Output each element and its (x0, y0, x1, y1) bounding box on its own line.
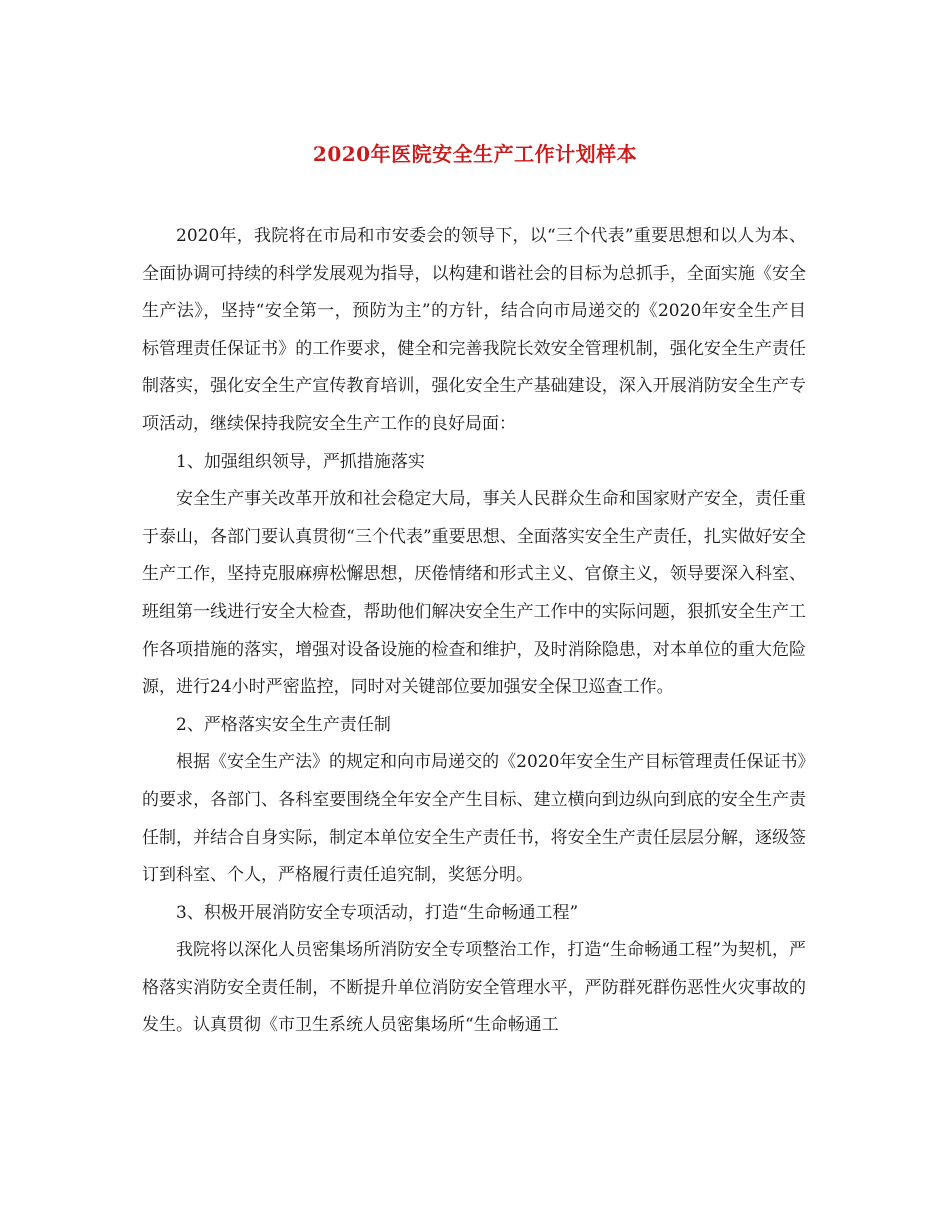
section-heading-2: 2、严格落实安全生产责任制 (176, 714, 391, 735)
document-body (142, 218, 806, 1045)
intro-paragraph: 2020年，我院将在市局和市安委会的领导下，以“三个代表”重要思想和以人为本、全面协调可持续的科学发展观为指导，以构建和谐社会的目标为总抓手，全面实施《安全生产法》，坚持“安全第一，预防为主”的方针，结合向市局递交的《2020年安全生产目标管理责任保证书》的工作要求，健全和完善我院长效安全管理机制，强化安全生产责任制落实，强化安全生产宣传教育培训，强化安全生产基础建设，深入开展消防安全生产专项活动，继续保持我院安全生产工作的良好局面： (142, 226, 806, 434)
section-heading-3: 3、积极开展消防安全专项活动，打造“生命畅通工程” (176, 902, 579, 923)
section-heading-1: 1、加强组织领导，严抓措施落实 (176, 451, 425, 472)
document-title: 2020年医院安全生产工作计划样本 (312, 142, 638, 166)
section-1-paragraph: 安全生产事关改革开放和社会稳定大局，事关人民群众生命和国家财产安全，责任重于泰山，各部门要认真贯彻“三个代表”重要思想、全面落实安全生产责任，扎实做好安全生产工作，坚持克服麻痹松懈思想，厌倦情绪和形式主义、官僚主义，领导要深入科室、班组第一线进行安全大检查，帮助他们解决安全生产工作中的实际问题，狠抓安全生产工作各项措施的落实，增强对设备设施的检查和维护，及时消除隐患，对本单位的重大危险源，进行24小时严密监控，同时对关键部位要加强安全保卫巡查工作。 (142, 489, 806, 698)
section-2-paragraph: 根据《安全生产法》的规定和向市局递交的《2020年安全生产目标管理责任保证书》的要求，各部门、各科室要围绕全年安全产生目标、建立横向到边纵向到底的安全生产责任制，并结合自身实际，制定本单位安全生产责任书，将安全生产责任层层分解，逐级签订到科室、个人，严格履行责任追究制，奖惩分明。 (142, 752, 806, 886)
section-3-paragraph: 我院将以深化人员密集场所消防安全专项整治工作，打造“生命畅通工程”为契机，严格落实消防安全责任制，不断提升单位消防安全管理水平，严防群死群伤恶性火灾事故的发生。认真贯彻《市卫生系统人员密集场所“生命畅通工 (142, 940, 806, 1036)
